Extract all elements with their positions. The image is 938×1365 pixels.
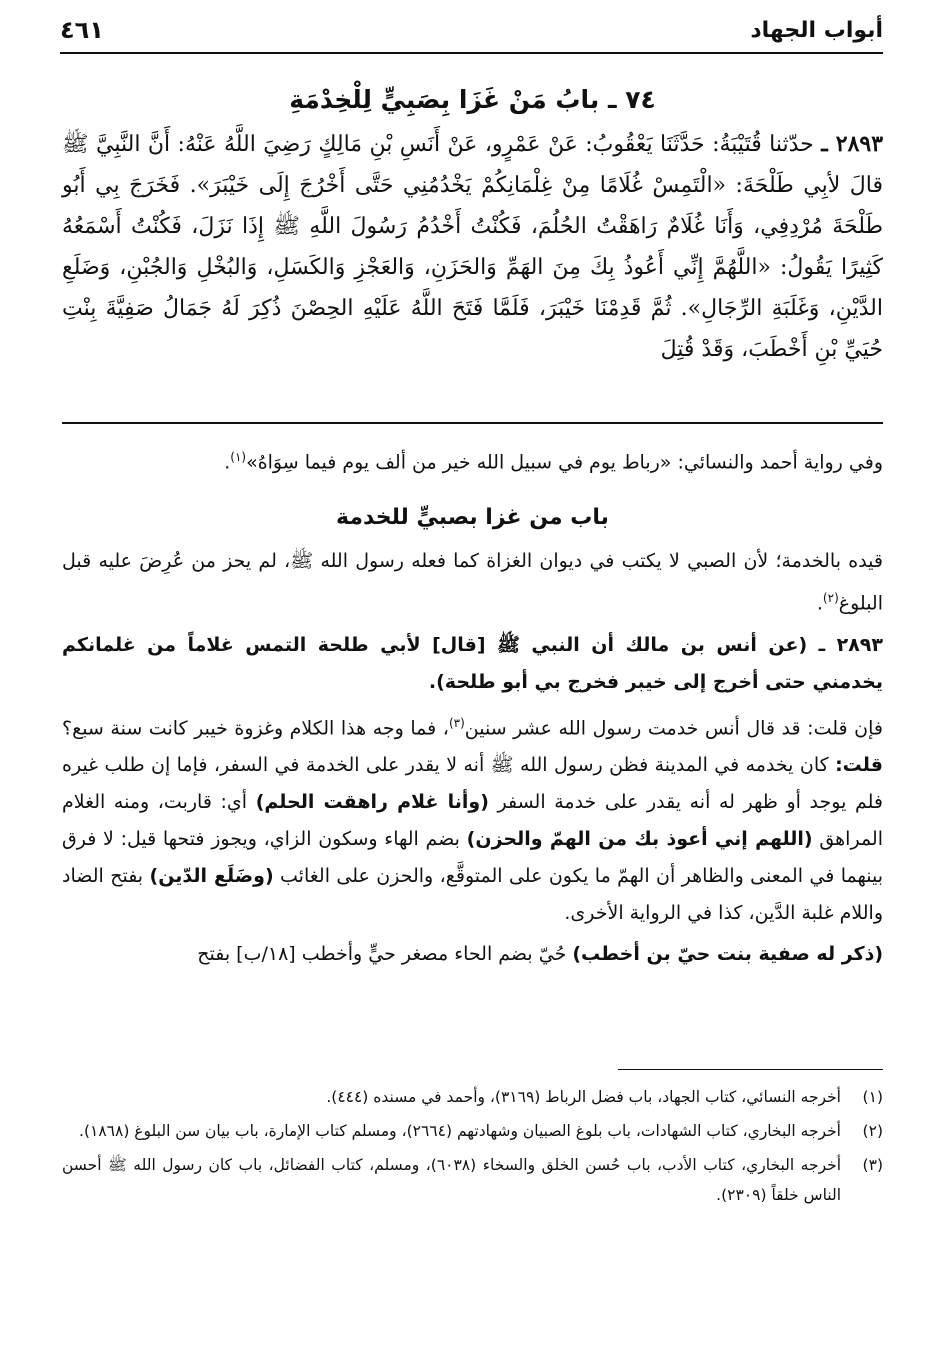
chapter-title: ٧٤ ـ بابُ مَنْ غَزَا بِصَبِيٍّ لِلْخِدْمَةِ [289, 85, 656, 114]
footnote-ref-1: (١) [230, 450, 247, 464]
footnote [62, 1150, 883, 1210]
paragraph-3-part-6: بفتح الضاد واللام غلبة الدَّين، كذا في الرواية الأخرى. [62, 864, 883, 924]
page-header [60, 12, 883, 54]
paragraph-3 [62, 705, 883, 932]
paragraph-3-part-3: كان يخدمه في المدينة فظن رسول الله ﷺ أنه لا يقدر على الخدمة في السفر، فإما إن طلب غيره فلم يوجد أو ظهر له أنه يقدر على خدمة السفر [62, 753, 883, 813]
paragraph-4-bold: (ذكر له صفية بنت حيّ بن أخطب) [572, 942, 883, 965]
footnotes [62, 1082, 883, 1214]
paragraph-3-part-1: فإن قلت: قد قال أنس خدمت رسول الله عشر سنين [464, 716, 883, 739]
carryover-line [62, 440, 883, 479]
footnote-text: أخرجه البخاري، كتاب الشهادات، باب بلوغ الصبيان وشهادتهم (٢٦٦٤)، ومسلم كتاب الإمارة، باب بيان سن البلوغ (١٨٦٨). [79, 1122, 841, 1140]
hadith-number: ٢٨٩٣ ـ [821, 131, 884, 157]
footnote-ref-2: (٢) [822, 591, 839, 606]
paragraph-3-bold-3: (اللهم إني أعوذ بك من الهمّ والحزن) [466, 827, 813, 850]
sub-heading: باب من غزا بصبيٍّ للخدمة [336, 505, 609, 531]
footnote-ref-3: (٣) [448, 715, 465, 730]
commentary [62, 440, 883, 977]
paragraph-3-bold-4: (وضَلَع الدّين) [149, 864, 274, 887]
footnote-number: (٣) [862, 1156, 883, 1174]
paragraph-1-text: قيده بالخدمة؛ لأن الصبي لا يكتب في ديوان الغزاة كما فعله رسول الله ﷺ، لم يحز من عُرِضَ عليه قبل البلوغ [62, 550, 883, 615]
running-title: أبواب الجهاد [750, 18, 883, 43]
carryover-text: وفي رواية أحمد والنسائي: «رباط يوم في سبيل الله خير من ألف يوم فيما سِوَاهُ» [246, 451, 883, 474]
footnote [62, 1082, 883, 1112]
carryover-end: . [224, 451, 231, 474]
hadith-body: حدّثنا قُتَيْبَةُ: حَدَّثَنَا يَعْقُوبُ: عَنْ عَمْرٍو، عَنْ أَنَسِ بْنِ مَالِكٍ رَضِيَ اللَّهُ عَنْهُ: أَنَّ النَّبِيَّ ﷺ قالَ لأبِي طَلْحَةَ: «الْتَمِسْ غُلَامًا مِنْ غِلْمَانِكُمْ يَخْدُمُنِي حَتَّى أَخْرُجَ إِلَى خَيْبَرَ». فَخَرَجَ بِي أَبُو طَلْحَةَ مُرْدِفِي، وَأَنَا غُلَامٌ رَاهَقْتُ الحُلُمَ، فَكُنْتُ أَخْدُمُ رَسُولَ اللَّهِ ﷺ إِذَا نَزَلَ، فَكُنْتُ أَسْمَعُهُ كَثِيرًا يَقُولُ: «اللَّهُمَّ إِنِّي أَعُوذُ بِكَ مِنَ الهَمِّ وَالحَزَنِ، وَالعَجْزِ وَالكَسَلِ، وَالبُخْلِ وَالجُبْنِ، وَضَلَعِ الدَّيْنِ، وَغَلَبَةِ الرِّجَالِ». ثُمَّ قَدِمْنَا خَيْبَرَ، فَلَمَّا فَتَحَ اللَّهُ عَلَيْهِ الحِصْنَ ذُكِرَ لَهُ جَمَالُ صَفِيَّةَ بِنْتِ حُيَيِّ بْنِ أَخْطَبَ، وَقَدْ قُتِلَ [62, 132, 883, 362]
hadith-section [62, 76, 883, 424]
paragraph-3-part-5: بضم الهاء وسكون الزاي، ويجوز فتحها قيل: لا فرق بينهما في المعنى والظاهر أن الهمّ ما يكون على المتوقَّع، والحزن على الغائب [62, 827, 883, 887]
paragraph-2: ٢٨٩٣ ـ (عن أنس بن مالك أن النبي ﷺ [قال] لأبي طلحة التمس غلاماً من غلمانكم يخدمني حتى أخرج إلى خيبر فخرج بي أبو طلحة). [62, 633, 883, 693]
footnote [62, 1116, 883, 1146]
paragraph-3-part-4: أي: قاربت، ومنه الغلام المراهق [62, 790, 884, 850]
paragraph-1-end: . [816, 592, 823, 615]
paragraph-1 [62, 543, 883, 622]
paragraph-3-bold-2: (وأنا غلام راهقت الحلم) [255, 790, 489, 813]
hadith-text [62, 124, 883, 370]
page-number: ٤٦١ [60, 16, 104, 44]
paragraph-3-bold-1: قلت: [835, 753, 883, 776]
footnote-text: أخرجه النسائي، كتاب الجهاد، باب فضل الرباط (٣١٦٩)، وأحمد في مسنده (٤٤٤). [326, 1088, 841, 1106]
paragraph-4 [62, 936, 883, 973]
footnote-text: أخرجه البخاري، كتاب الأدب، باب حُسن الخلق والسخاء (٦٠٣٨)، ومسلم، كتاب الفضائل، باب كان رسول الله ﷺ أحسن الناس خلقاً (٢٣٠٩). [62, 1156, 842, 1204]
footnote-divider [618, 1069, 883, 1070]
footnote-number: (٢) [862, 1122, 883, 1140]
paragraph-3-part-2: ، فما وجه هذا الكلام وغزوة خيبر كانت سنة سبع؟ [62, 716, 449, 739]
footnote-number: (١) [862, 1088, 883, 1106]
paragraph-4-text: حُيّ بضم الحاء مصغر حيٍّ وأخطب [١٨/ب] بفتح [197, 942, 573, 965]
